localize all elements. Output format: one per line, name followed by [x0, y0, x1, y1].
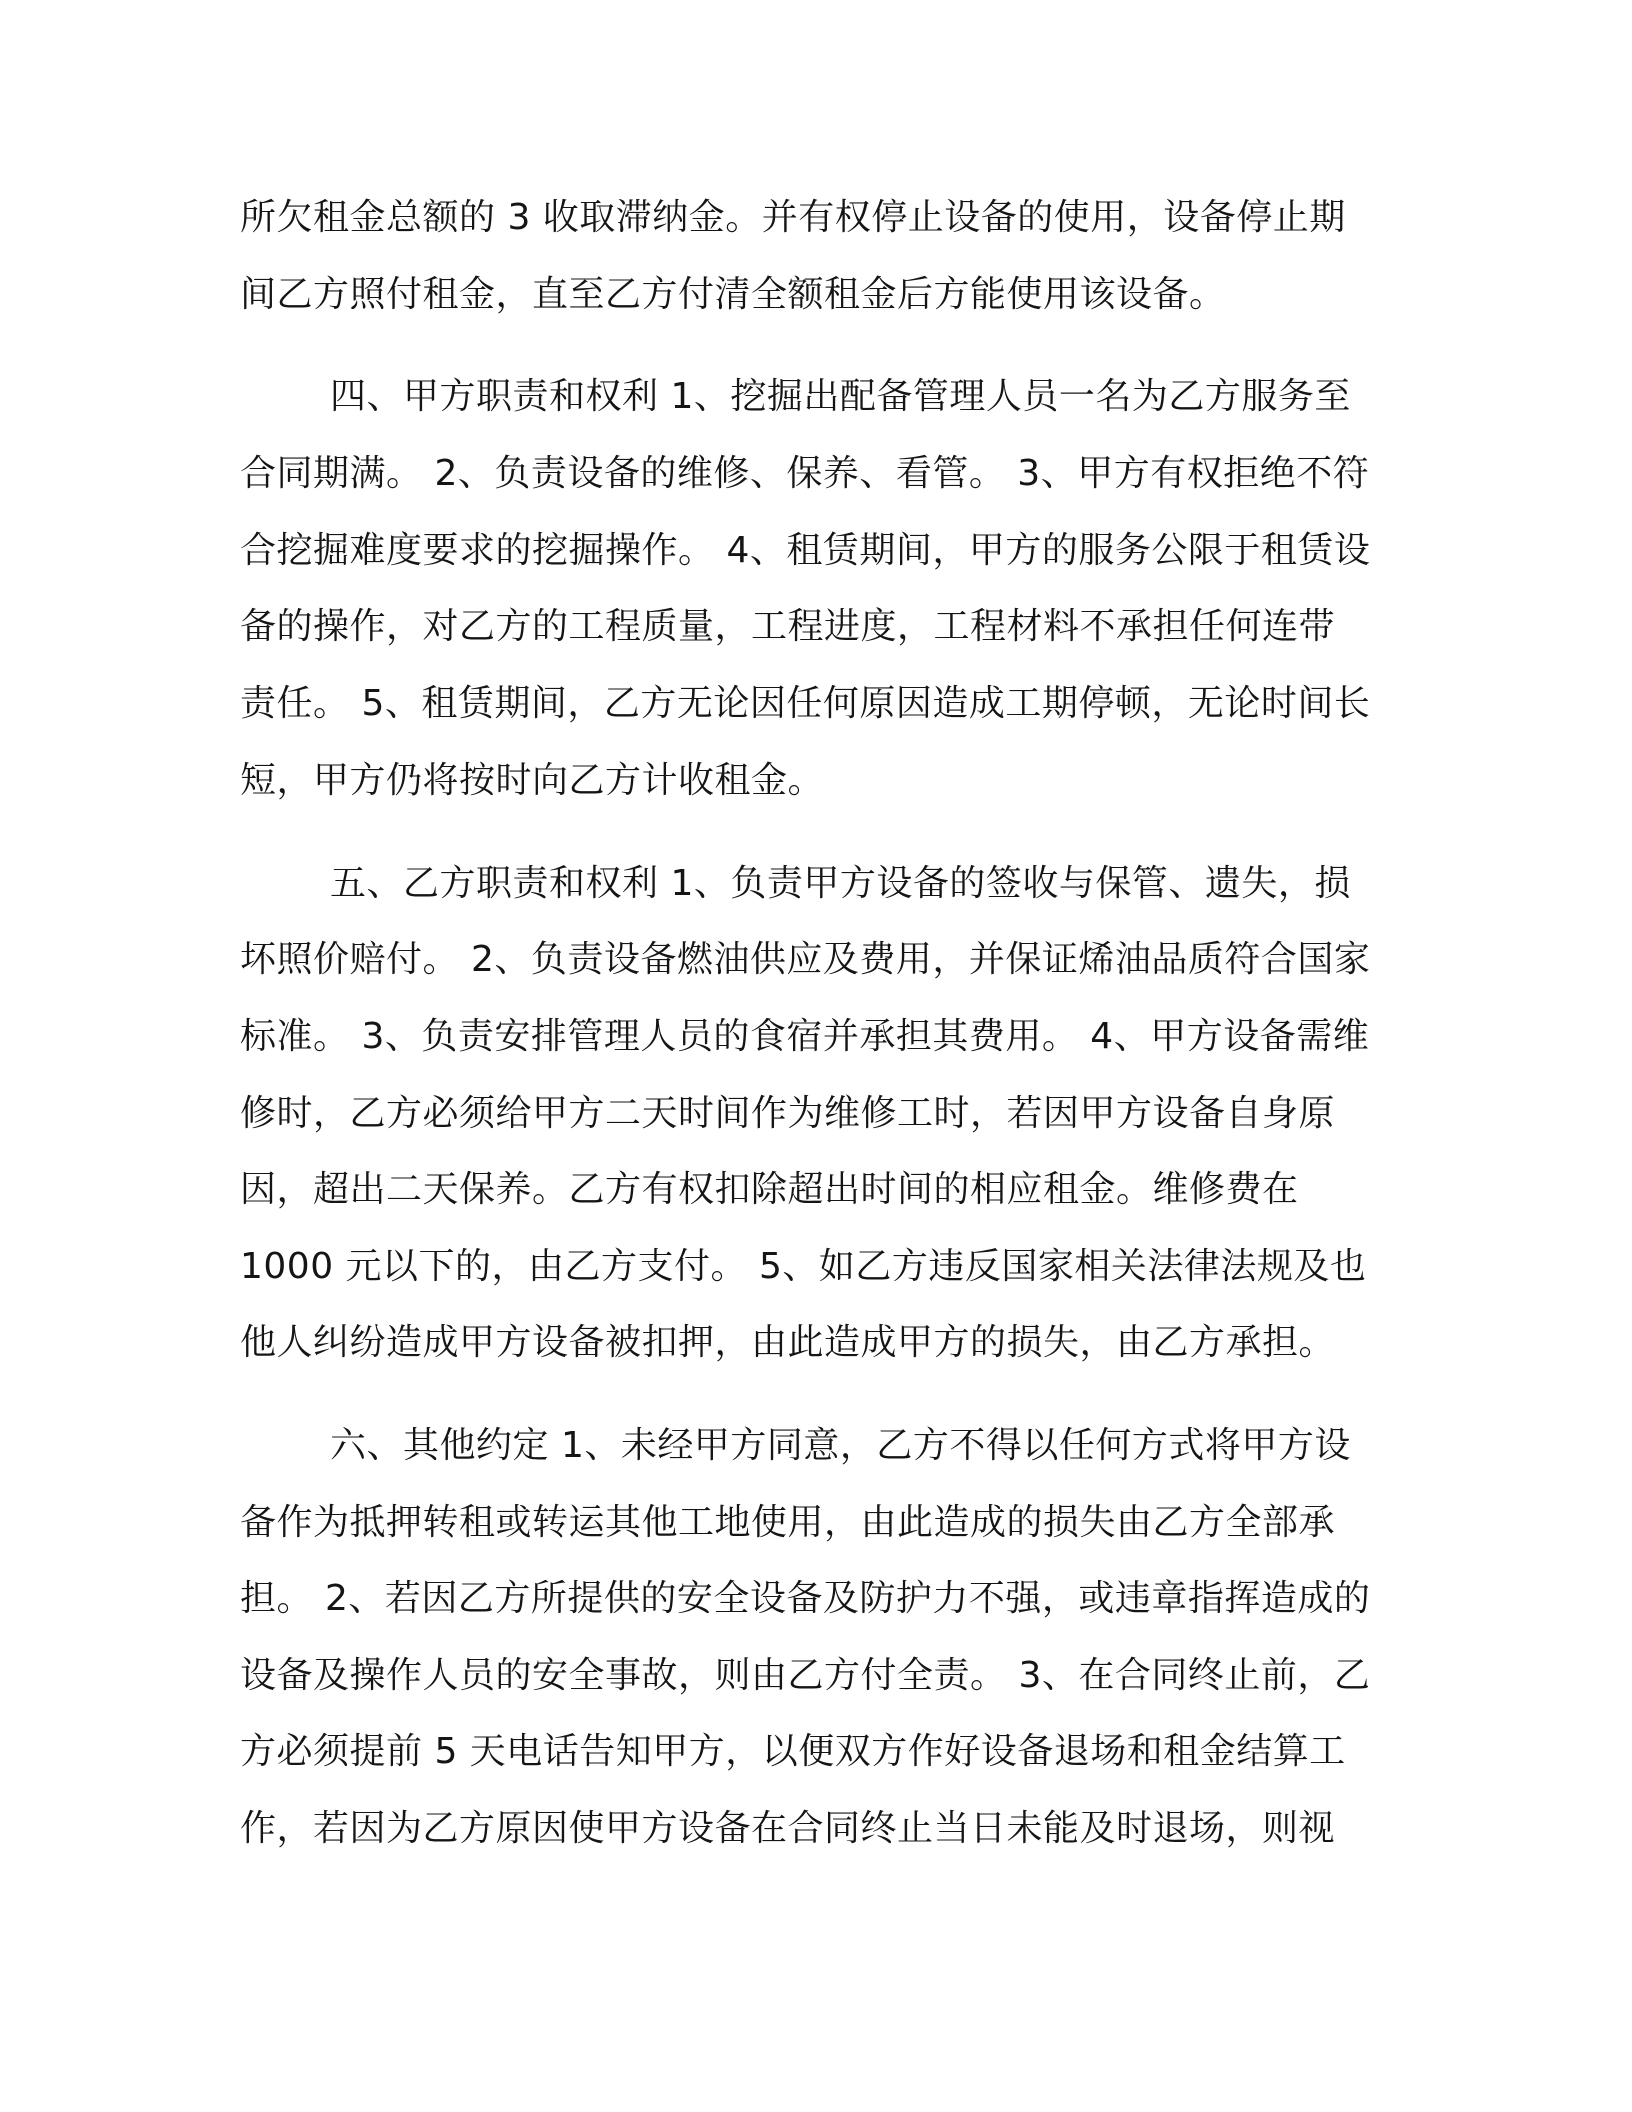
text-line: 备的操作，对乙方的工程质量，工程进度，工程材料不承担任何连带: [240, 606, 1336, 647]
text-line: 标准。 3、负责安排管理人员的食宿并承担其费用。 4、甲方设备需维: [240, 1016, 1370, 1057]
text-line: 间乙方照付租金，直至乙方付清全额租金后方能使用该设备。: [240, 274, 1226, 315]
section-four-heading-line: 四、甲方职责和权利 1、挖掘出配备管理人员一名为乙方服务至: [330, 376, 1351, 417]
text-line: 合同期满。 2、负责设备的维修、保养、看管。 3、甲方有权拒绝不符: [240, 453, 1370, 494]
text-line: 备作为抵押转租或转运其他工地使用，由此造成的损失由乙方全部承: [240, 1502, 1336, 1543]
text-line: 担。 2、若因乙方所提供的安全设备及防护力不强，或违章指挥造成的: [240, 1578, 1371, 1619]
text-line: 设备及操作人员的安全事故，则由乙方付全责。 3、在合同终止前，乙: [240, 1655, 1371, 1696]
text-line: 短，甲方仍将按时向乙方计收租金。: [240, 760, 825, 801]
text-line: 1000 元以下的，由乙方支付。 5、如乙方违反国家相关法律法规及也: [240, 1246, 1367, 1287]
section-five-heading-line: 五、乙方职责和权利 1、负责甲方设备的签收与保管、遗失，损: [330, 863, 1351, 904]
text-line: 修时，乙方必须给甲方二天时间作为维修工时，若因甲方设备自身原: [240, 1093, 1336, 1134]
text-line: 责任。 5、租赁期间，乙方无论因任何原因造成工期停顿，无论时间长: [240, 683, 1371, 724]
text-line: 作，若因为乙方原因使甲方设备在合同终止当日未能及时退场，则视: [240, 1808, 1336, 1849]
section-six-heading-line: 六、其他约定 1、未经甲方同意，乙方不得以任何方式将甲方设: [330, 1425, 1351, 1466]
text-line: 方必须提前 5 天电话告知甲方，以便双方作好设备退场和租金结算工: [240, 1731, 1346, 1772]
text-line: 合挖掘难度要求的挖掘操作。 4、租赁期间，甲方的服务公限于租赁设: [240, 530, 1371, 571]
text-line: 所欠租金总额的 3 收取滞纳金。并有权停止设备的使用，设备停止期: [240, 197, 1346, 238]
text-line: 坏照价赔付。 2、负责设备燃油供应及费用，并保证烯油品质符合国家: [240, 939, 1371, 980]
text-line: 他人纠纷造成甲方设备被扣押，由此造成甲方的损失，由乙方承担。: [240, 1322, 1336, 1363]
text-line: 因，超出二天保养。乙方有权扣除超出时间的相应租金。维修费在: [240, 1169, 1299, 1210]
